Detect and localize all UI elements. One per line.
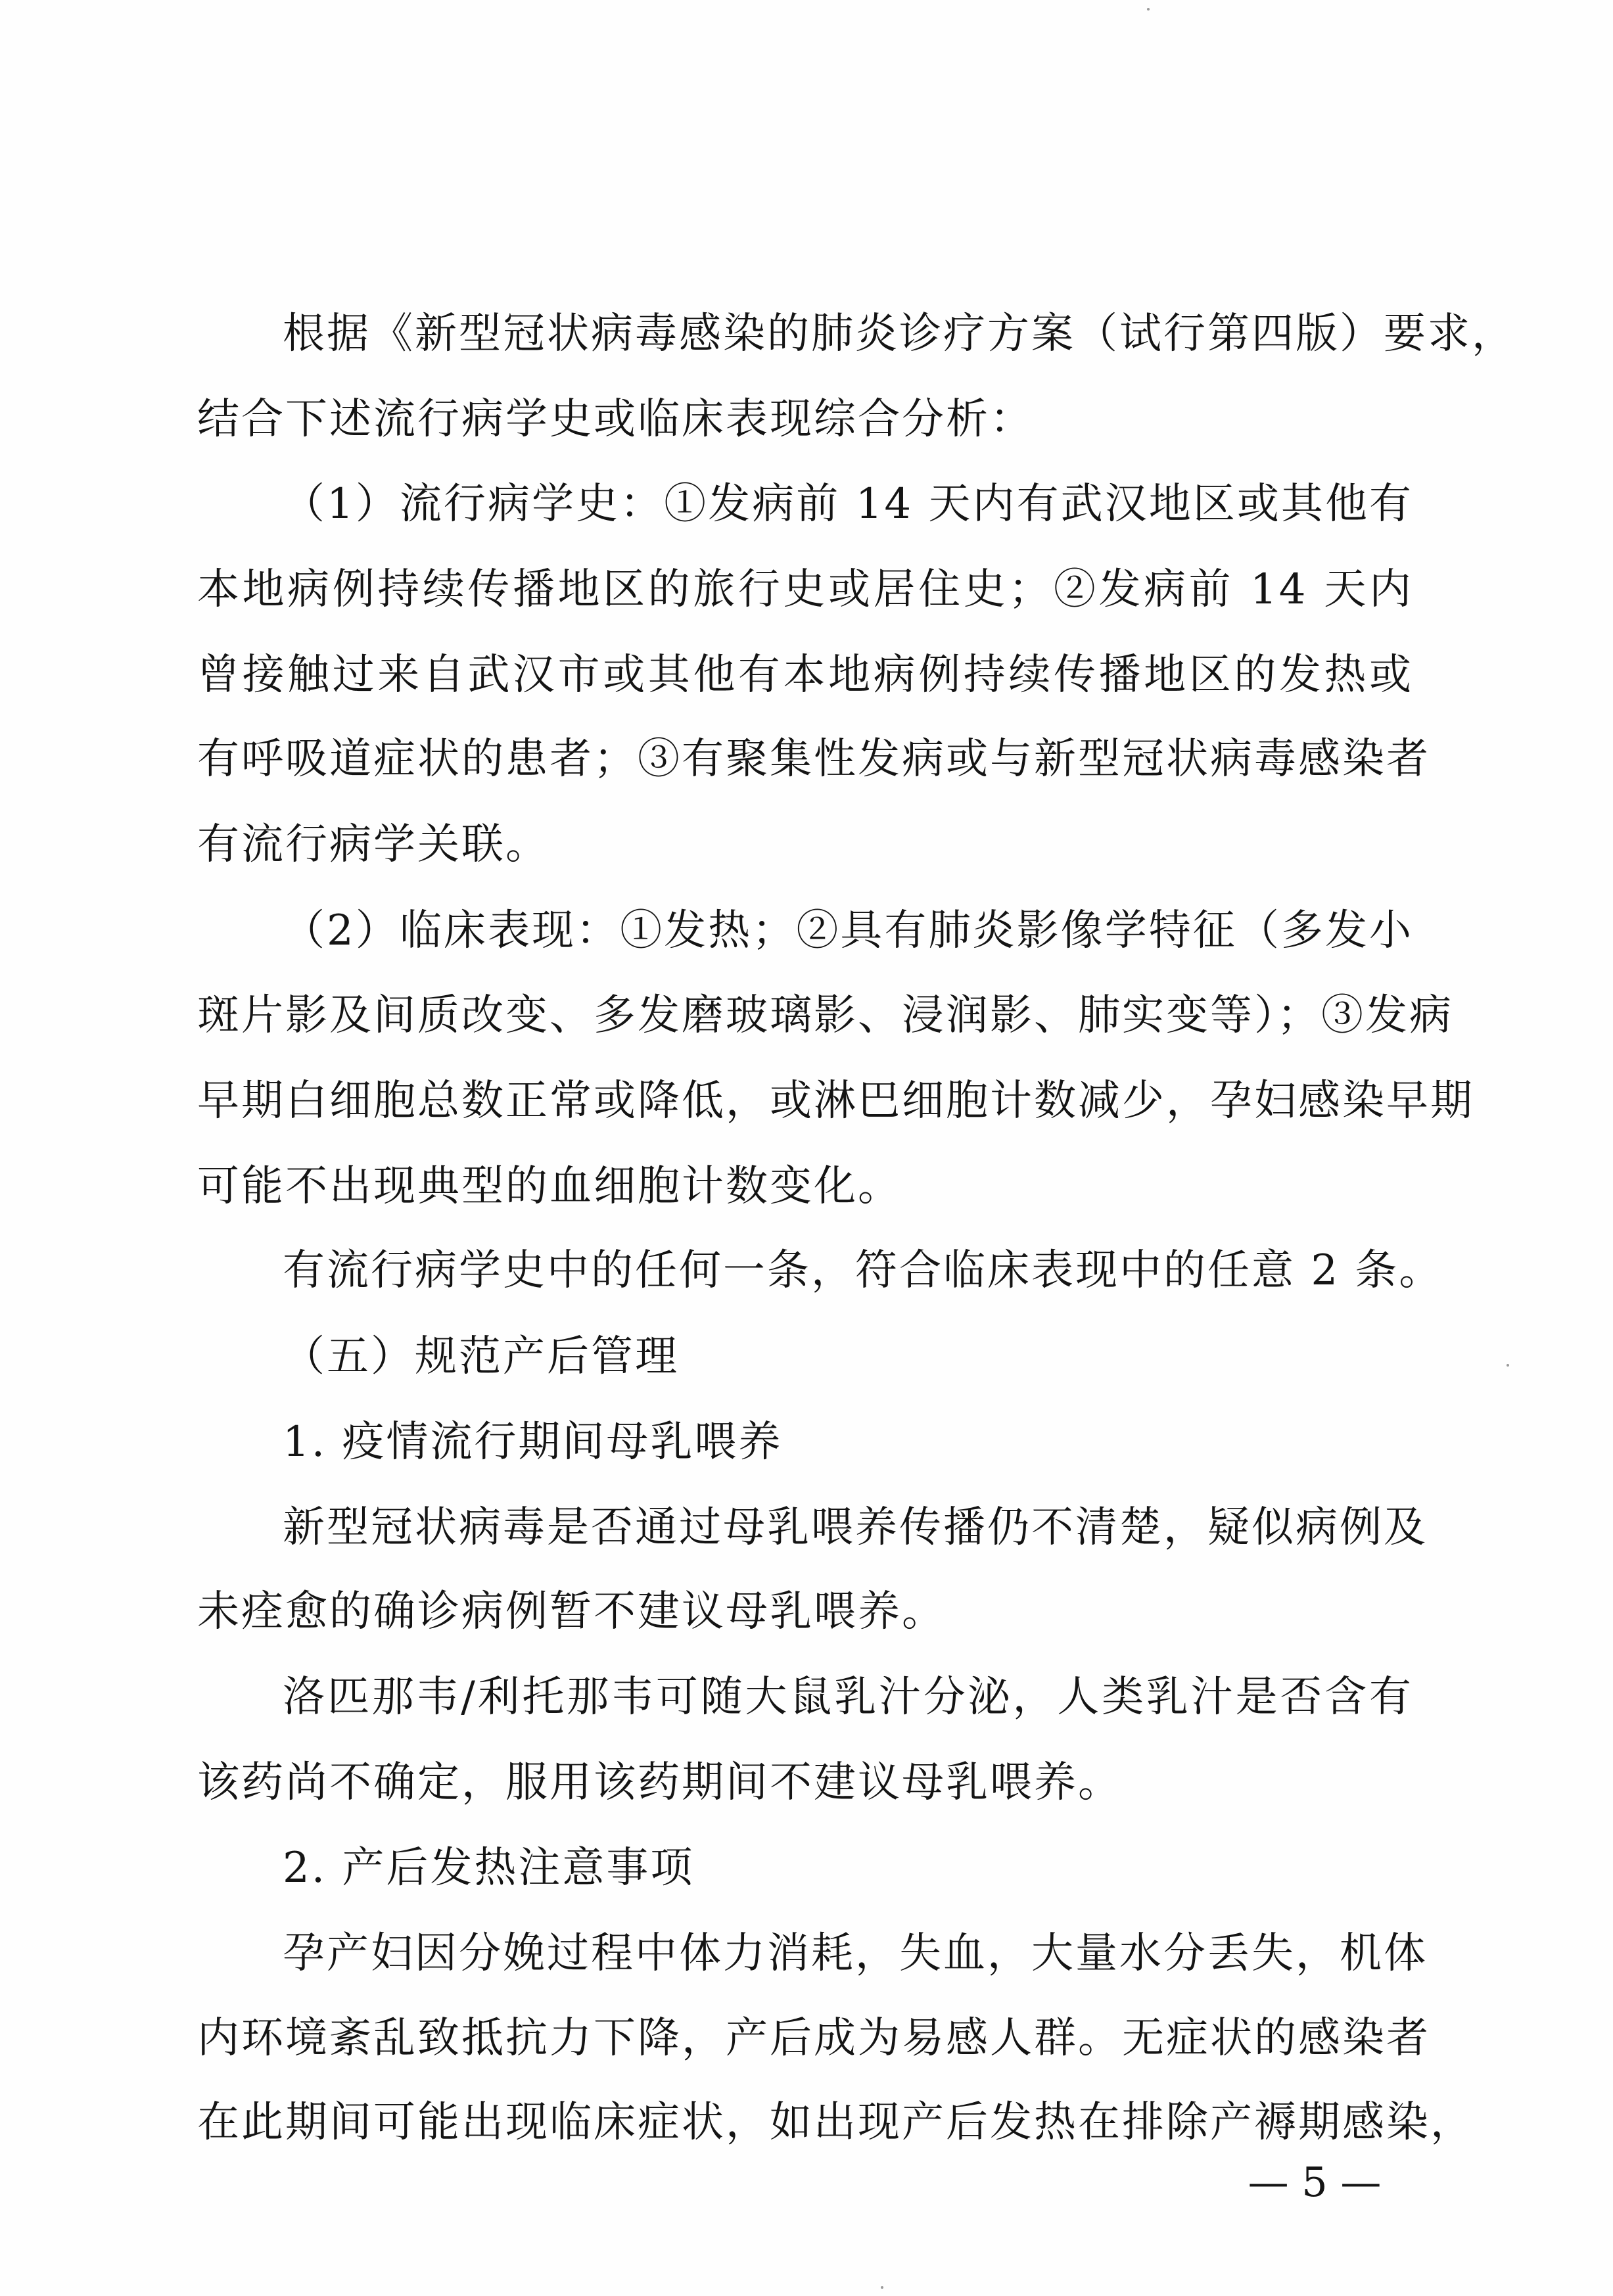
paragraph-fever-line-2: 内环境紊乱致抵抗力下降，产后成为易感人群。无症状的感染者 xyxy=(197,2014,1430,2063)
paragraph-clinical-line-1: （2）临床表现：①发热；②具有肺炎影像学特征（多发小 xyxy=(283,906,1413,955)
paragraph-diagnosis-intro-line-1: 根据《新型冠状病毒感染的肺炎诊疗方案（试行第四版）要求， xyxy=(283,310,1516,358)
scan-speck xyxy=(1147,8,1150,11)
paragraph-fever-line-3: 在此期间可能出现临床症状，如出现产后发热在排除产褥期感染， xyxy=(197,2098,1474,2147)
paragraph-lopinavir-line-2: 该药尚不确定，服用该药期间不建议母乳喂养。 xyxy=(197,1758,1122,1807)
paragraph-fever-line-1: 孕产妇因分娩过程中体力消耗，失血，大量水分丢失，机体 xyxy=(283,1929,1428,1978)
paragraph-epidemiology-line-3: 曾接触过来自武汉市或其他有本地病例持续传播地区的发热或 xyxy=(197,651,1413,699)
scan-speck xyxy=(881,2286,883,2289)
paragraph-diagnosis-intro-line-2: 结合下述流行病学史或临床表现综合分析： xyxy=(197,395,1034,444)
paragraph-criteria: 有流行病学史中的任何一条，符合临床表现中的任意 2 条。 xyxy=(283,1246,1443,1295)
section-heading-postpartum: （五）规范产后管理 xyxy=(283,1332,679,1381)
subheading-breastfeeding: 1. 疫情流行期间母乳喂养 xyxy=(283,1418,783,1466)
paragraph-breastfeeding-line-2: 未痊愈的确诊病例暂不建议母乳喂养。 xyxy=(197,1587,946,1636)
paragraph-clinical-line-2: 斑片影及间质改变、多发磨玻璃影、浸润影、肺实变等）；③发病 xyxy=(197,991,1453,1040)
paragraph-epidemiology-line-2: 本地病例持续传播地区的旅行史或居住史；②发病前 14 天内 xyxy=(197,565,1413,614)
paragraph-lopinavir-line-1: 洛匹那韦/利托那韦可随大鼠乳汁分泌，人类乳汁是否含有 xyxy=(283,1673,1413,1722)
paragraph-epidemiology-line-5: 有流行病学关联。 xyxy=(197,820,549,869)
paragraph-clinical-line-3: 早期白细胞总数正常或降低，或淋巴细胞计数减少，孕妇感染早期 xyxy=(197,1077,1474,1125)
subheading-postpartum-fever: 2. 产后发热注意事项 xyxy=(283,1844,695,1892)
scan-speck xyxy=(1507,1364,1509,1367)
paragraph-clinical-line-4: 可能不出现典型的血细胞计数变化。 xyxy=(197,1162,902,1211)
paragraph-epidemiology-line-1: （1）流行病学史：①发病前 14 天内有武汉地区或其他有 xyxy=(283,480,1413,528)
paragraph-breastfeeding-line-1: 新型冠状病毒是否通过母乳喂养传播仍不清楚，疑似病例及 xyxy=(283,1503,1428,1552)
page-number: — 5 — xyxy=(1248,2158,1382,2206)
paragraph-epidemiology-line-4: 有呼吸道症状的患者；③有聚集性发病或与新型冠状病毒感染者 xyxy=(197,735,1430,784)
